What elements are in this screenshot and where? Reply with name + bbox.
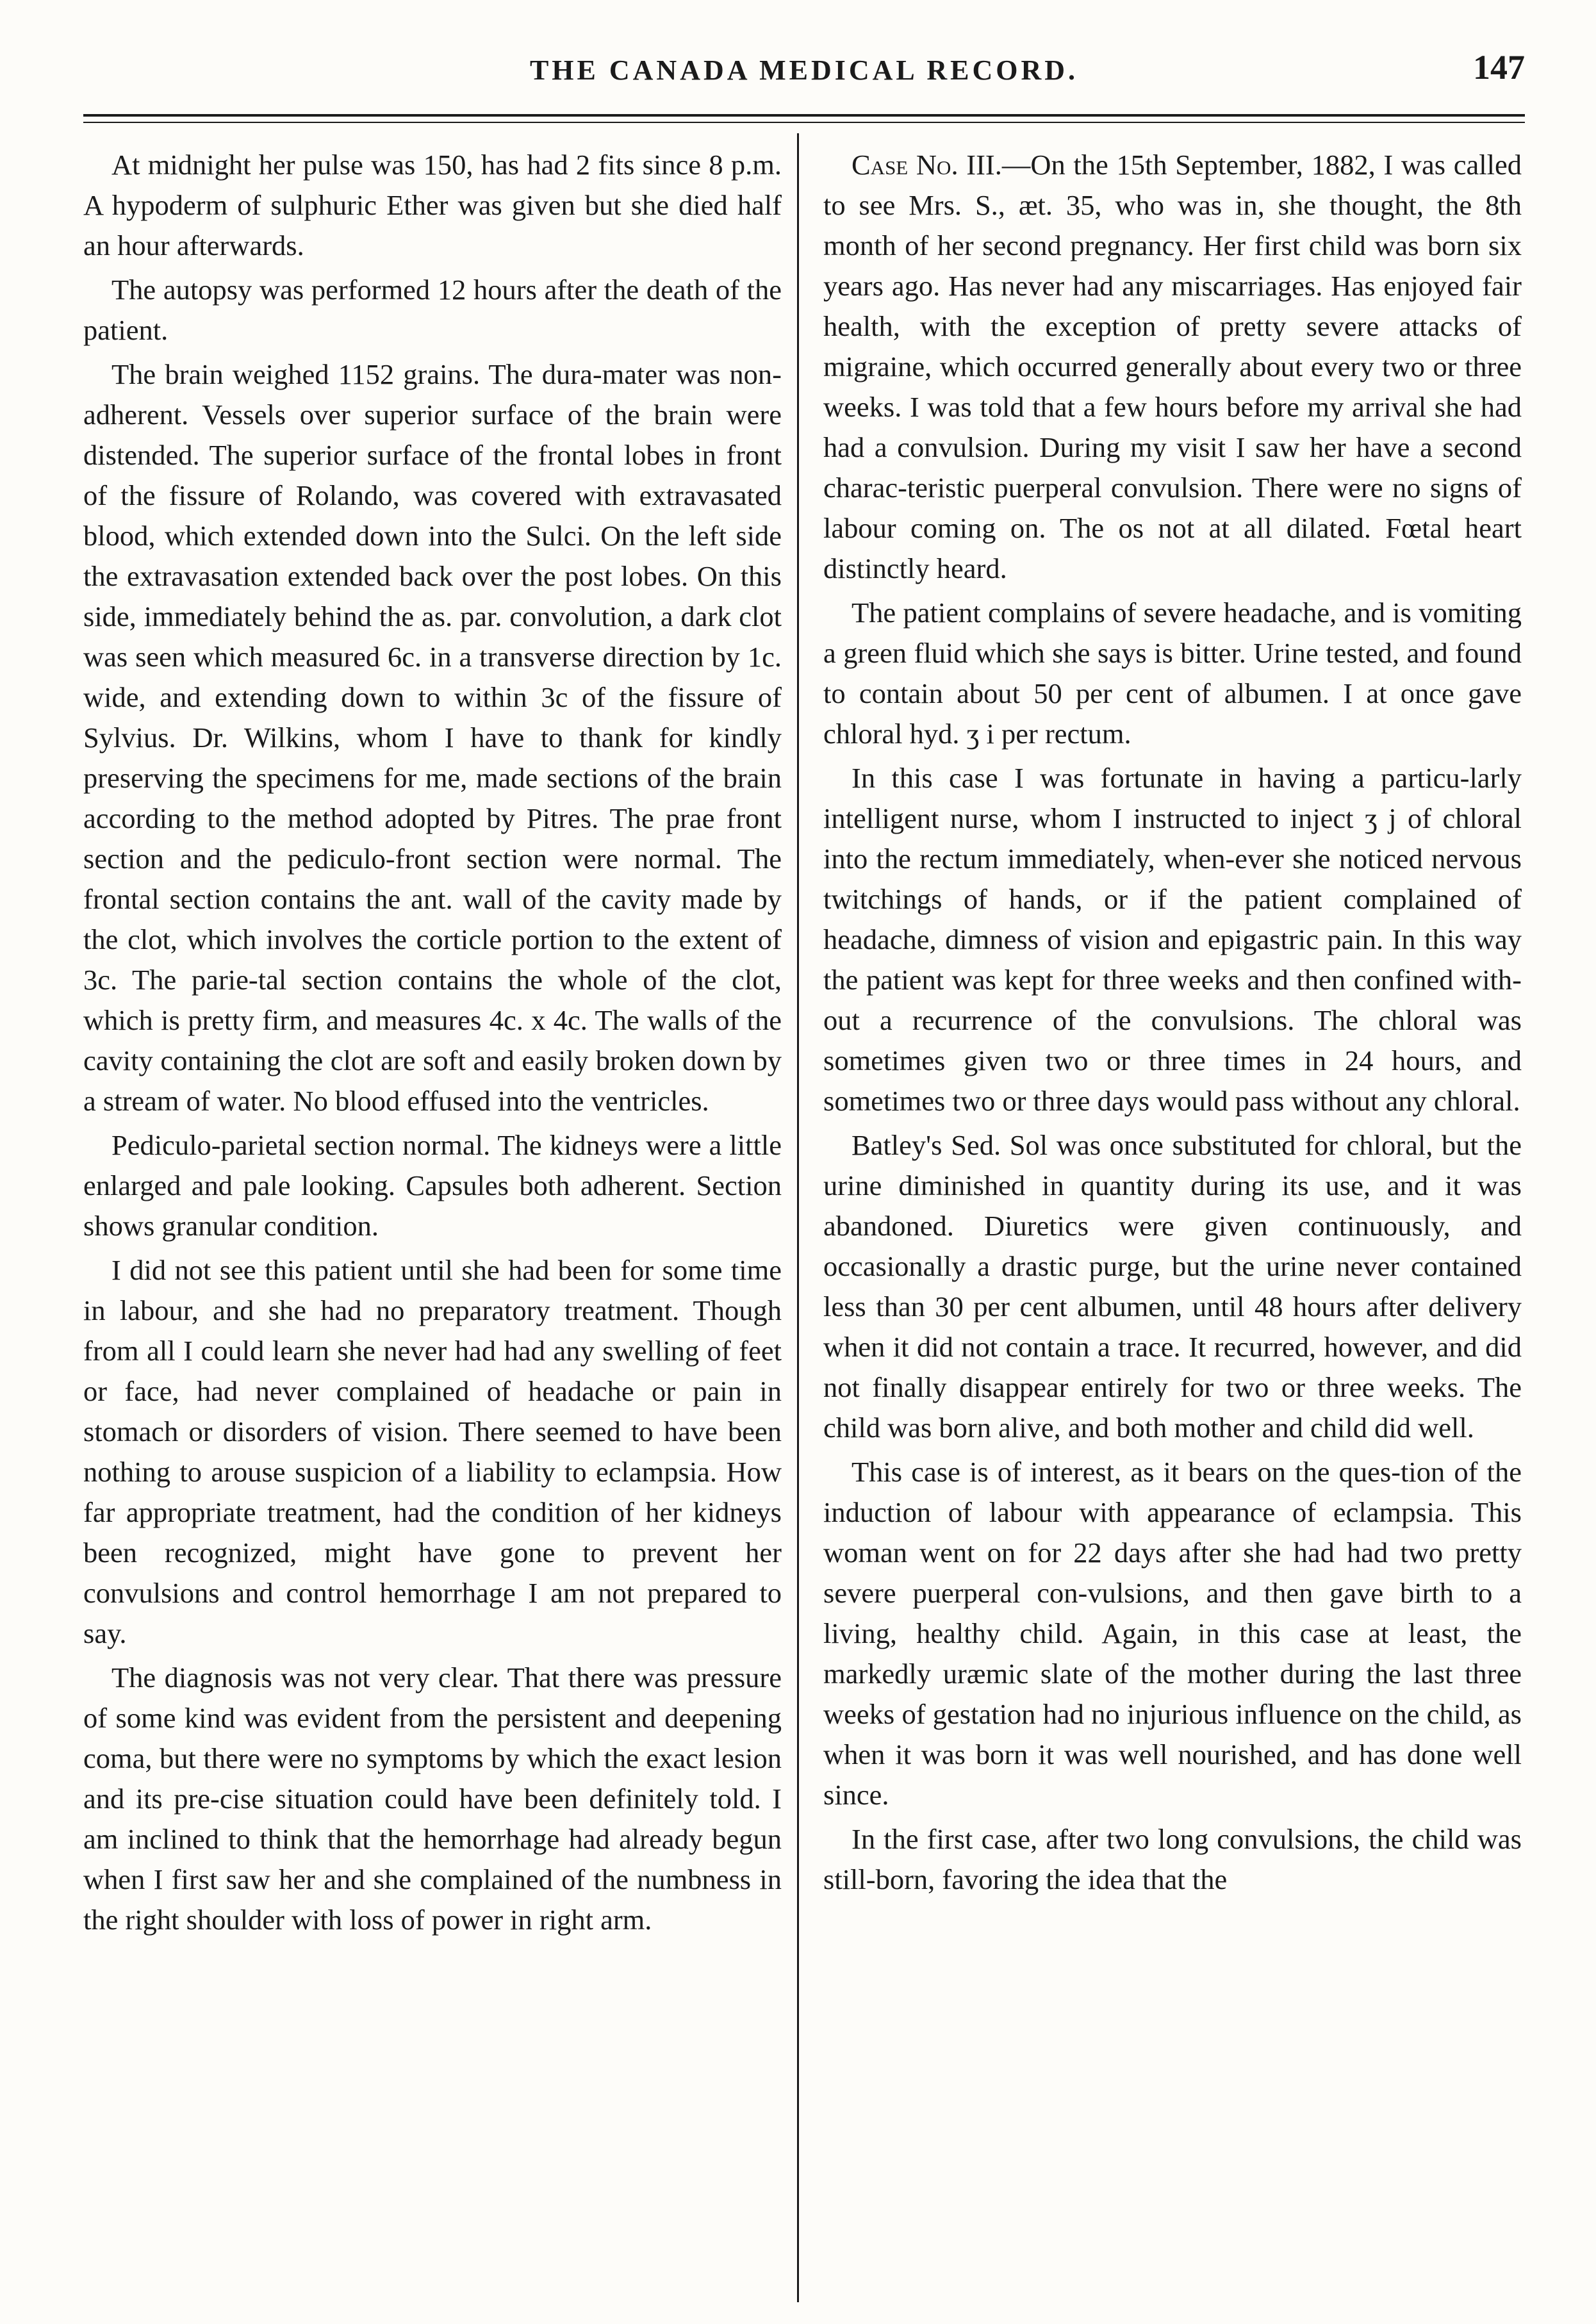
- header-rule-thin: [83, 122, 1525, 123]
- header-rule: [83, 114, 1525, 117]
- running-header: [83, 45, 1525, 96]
- paragraph: The autopsy was performed 12 hours after the death of the patient.: [83, 274, 782, 346]
- paragraph: The brain weighed 1152 grains. The dura-mater was non-adherent. Vessels over superior surface of the brain were distended. The superior surface of the frontal lobes in front of the fissure of Rolando, was covered with extravasated blood, which extended down into the Sulci. On the left side the extravasation extended back over the post lobes. On this side, immediately behind the as. par. convolution, a dark clot was seen which measured 6c. in a transverse direction by 1c. wide, and extending down to within 3c of the fissure of Sylvius. Dr. Wilkins, whom I have to thank for kindly preserving the specimens for me, made sections of the brain according to the method adopted by Pitres. The prae front section and the pediculo-front section were normal. The frontal section contains the ant. wall of the cavity made by the clot, which involves the corticle portion to the extent of 3c. The parie-tal section contains the whole of the clot, which is pretty firm, and measures 4c. x 4c. The walls of the cavity containing the clot are soft and easily broken down by a stream of water. No blood effused into the ventricles.: [83, 358, 782, 1117]
- paragraph: In this case I was fortunate in having a particu-larly intelligent nurse, whom I instructed to inject ʒ j of chloral into the rectum immediately, when-ever she noticed nervous twitchings of hands, or if the patient complained of headache, dimness of vision and epigastric pain. In this way the patient was kept for three weeks and then confined with-out a recurrence of the convulsions. The chloral was sometimes given two or three times in 24 hours, and sometimes two or three days would pass without any chloral.: [823, 762, 1522, 1117]
- paragraph-text: —On the 15th September, 1882, I was called to see Mrs. S., æt. 35, who was in, she thought, the 8th month of her second pregnancy. Her first child was born six years ago. Has never had any miscarriages. Has enjoyed fair health, with the exception of pretty severe attacks of migraine, which occurred generally about every two or three weeks. I was told that a few hours before my arrival she had had a convulsion. During my visit I saw her have a second charac-teristic puerperal convulsion. There were no signs of labour coming on. The os not at all dilated. Fœtal heart distinctly heard.: [823, 149, 1522, 584]
- page-number: 147: [1473, 48, 1525, 87]
- paragraph: The diagnosis was not very clear. That there was pressure of some kind was evident from the persistent and deepening coma, but there were no symptoms by which the exact lesion and its pre-cise situation could have been definitely told. I am inclined to think that the hemorrhage had already begun when I first saw her and she complained of the numbness in the right shoulder with loss of power in right arm.: [83, 1661, 782, 1936]
- paragraph: The patient complains of severe headache, and is vomiting a green fluid which she says is bitter. Urine tested, and found to contain about 50 per cent of albumen. I at once gave chloral hyd. ʒ i per rectum.: [823, 597, 1522, 750]
- paragraph: I did not see this patient until she had been for some time in labour, and she had no preparatory treatment. Though from all I could learn she never had had any swelling of feet or face, had never complained of headache or pain in stomach or disorders of vision. There seemed to have been nothing to arouse suspicion of a liability to eclampsia. How far appropriate treatment, had the condition of her kidneys been recognized, might have gone to prevent her convulsions and control hemorrhage I am not prepared to say.: [83, 1254, 782, 1649]
- paragraph: This case is of interest, as it bears on the ques-tion of the induction of labour with appearance of eclampsia. This woman went on for 22 days after she had had two pretty severe puerperal con-vulsions, and then gave birth to a living, healthy child. Again, in this case at least, the markedly uræmic slate of the mother during the last three weeks of gestation had no injurious influence on the child, as when it was born it was well nourished, and has done well since.: [823, 1456, 1522, 1811]
- left-column: [83, 145, 782, 1944]
- right-column: [823, 145, 1522, 1904]
- paragraph: Pediculo-parietal section normal. The kidneys were a little enlarged and pale looking. Capsules both adherent. Section shows granular condition.: [83, 1129, 782, 1242]
- case-heading: Case No. III.: [851, 149, 1002, 181]
- paragraph: At midnight her pulse was 150, has had 2 fits since 8 p.m. A hypoderm of sulphuric Ether was given but she died half an hour afterwards.: [83, 149, 782, 261]
- case-paragraph: [823, 145, 1522, 589]
- paragraph: In the first case, after two long convulsions, the child was still-born, favoring the idea that the: [823, 1823, 1522, 1895]
- column-divider: [797, 133, 799, 2302]
- journal-title: THE CANADA MEDICAL RECORD.: [529, 54, 1079, 86]
- paragraph: Batley's Sed. Sol was once substituted for chloral, but the urine diminished in quantity during its use, and it was abandoned. Diuretics were given continuously, and occasionally a drastic purge, but the urine never contained less than 30 per cent albumen, until 48 hours after delivery when it did not contain a trace. It recurred, however, and did not finally disappear entirely for two or three weeks. The child was born alive, and both mother and child did well.: [823, 1129, 1522, 1444]
